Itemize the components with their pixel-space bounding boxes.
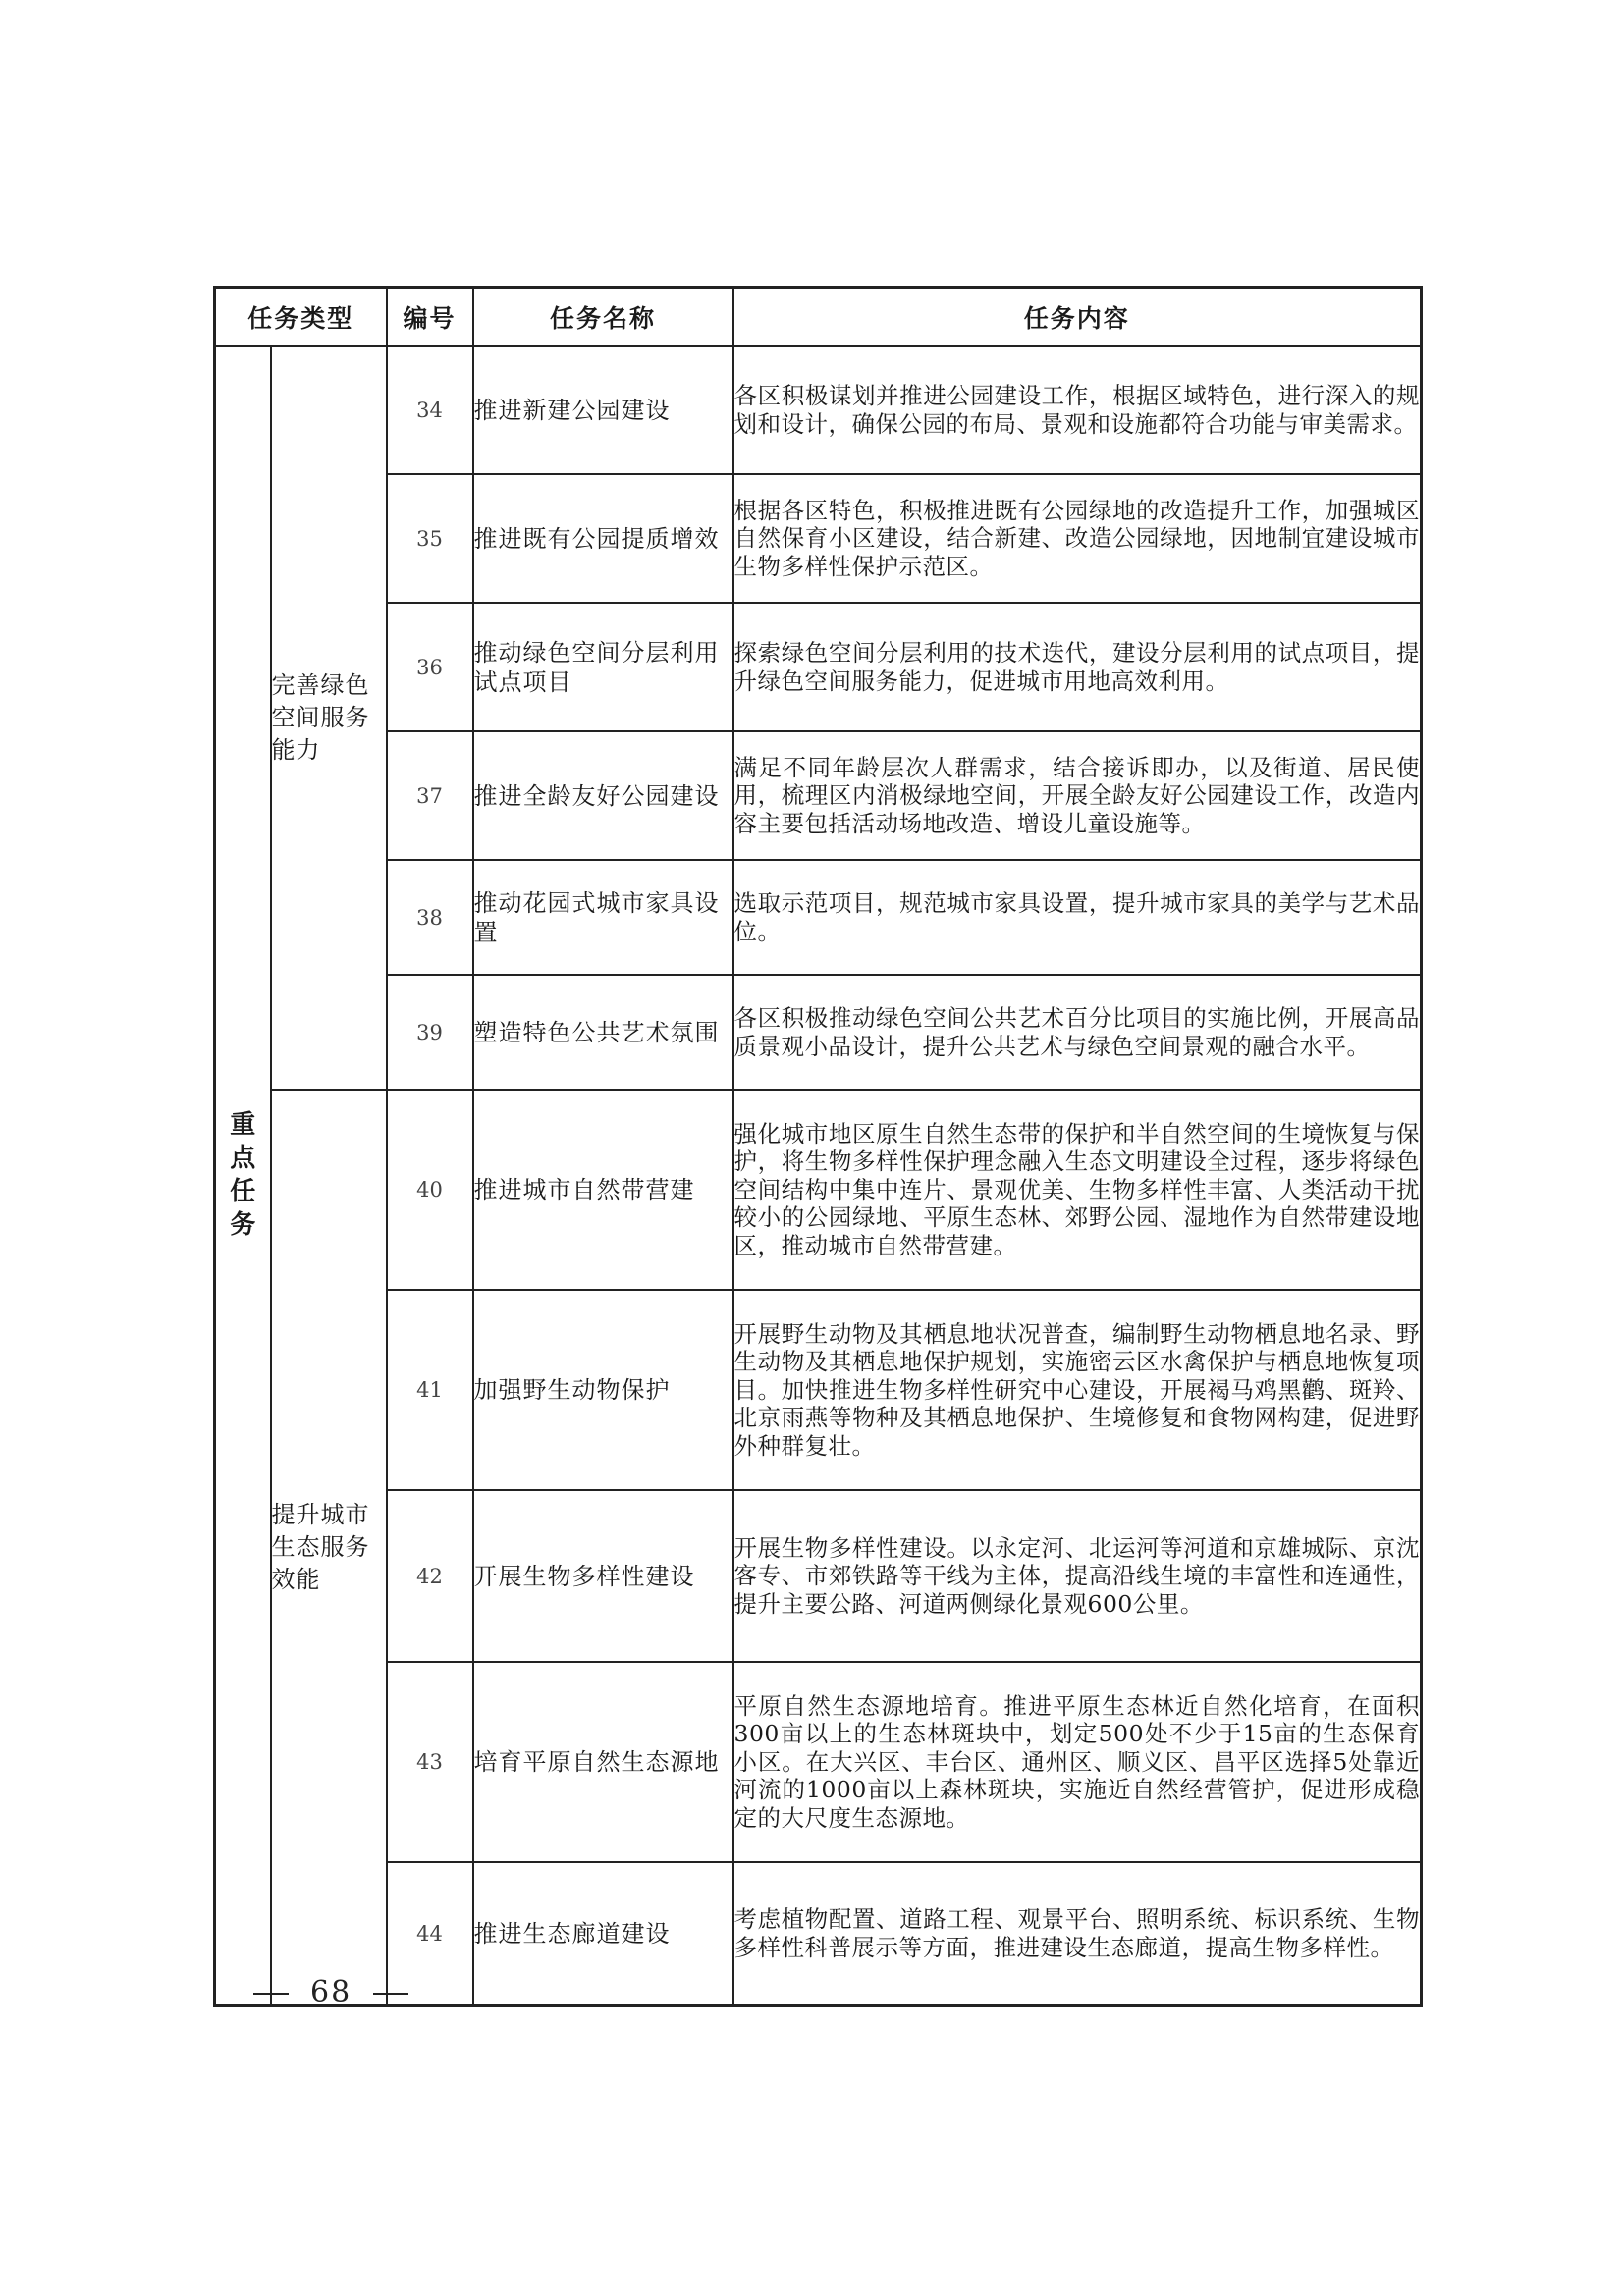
table-row: [215, 975, 1422, 1090]
page-number: [253, 1975, 408, 2009]
row-task-content: 开展生物多样性建设。以永定河、北运河等河道和京雄城际、京沈客专、市郊铁路等干线为主体，提高沿线生境的丰富性和连通性，提升主要公路、河道两侧绿化景观600公里。: [733, 1490, 1422, 1662]
row-task-name: 培育平原自然生态源地: [473, 1662, 733, 1862]
row-number: 42: [387, 1490, 473, 1662]
row-number: 41: [387, 1290, 473, 1490]
header-number: 编号: [387, 288, 473, 347]
header-task-content: 任务内容: [733, 288, 1422, 347]
row-task-name: 推进全龄友好公园建设: [473, 731, 733, 860]
page-number-dash-right: [373, 1993, 408, 1995]
row-task-name: 加强野生动物保护: [473, 1290, 733, 1490]
group-label: 提升城市生态服务效能: [271, 1500, 370, 1593]
table-row: [215, 474, 1422, 603]
row-number: 43: [387, 1662, 473, 1862]
header-task-type: 任务类型: [215, 288, 387, 347]
row-task-content: 选取示范项目，规范城市家具设置，提升城市家具的美学与艺术品位。: [733, 860, 1422, 975]
row-task-content: 根据各区特色，积极推进既有公园绿地的改造提升工作，加强城区自然保育小区建设，结合新建、改造公园绿地，因地制宜建设城市生物多样性保护示范区。: [733, 474, 1422, 603]
row-number: 35: [387, 474, 473, 603]
row-task-content: 各区积极谋划并推进公园建设工作，根据区域特色，进行深入的规划和设计，确保公园的布局、景观和设施都符合功能与审美需求。: [733, 346, 1422, 474]
table-header-row: [215, 288, 1422, 347]
row-task-name: 推动绿色空间分层利用试点项目: [473, 603, 733, 731]
category-cell: [215, 346, 271, 2005]
header-task-name: 任务名称: [473, 288, 733, 347]
table-row: [215, 346, 1422, 474]
row-task-name: 开展生物多样性建设: [473, 1490, 733, 1662]
table-row: [215, 1290, 1422, 1490]
row-task-name: 推进城市自然带营建: [473, 1090, 733, 1290]
table-row: [215, 1490, 1422, 1662]
row-task-name: 塑造特色公共艺术氛围: [473, 975, 733, 1090]
row-number: 37: [387, 731, 473, 860]
row-task-content: 各区积极推动绿色空间公共艺术百分比项目的实施比例，开展高品质景观小品设计，提升公共艺术与绿色空间景观的融合水平。: [733, 975, 1422, 1090]
row-task-name: 推动花园式城市家具设置: [473, 860, 733, 975]
table-row: [215, 860, 1422, 975]
category-label: 重点任务: [230, 1110, 256, 1241]
row-number: 34: [387, 346, 473, 474]
row-task-content: 满足不同年龄层次人群需求，结合接诉即办，以及街道、居民使用，梳理区内消极绿地空间，开展全龄友好公园建设工作，改造内容主要包括活动场地改造、增设儿童设施等。: [733, 731, 1422, 860]
group-cell: [271, 346, 387, 1090]
row-task-content: 开展野生动物及其栖息地状况普查，编制野生动物栖息地名录、野生动物及其栖息地保护规划，实施密云区水禽保护与栖息地恢复项目。加快推进生物多样性研究中心建设，开展褐马鸡黑鹳、斑羚、北京雨燕等物种及其栖息地保护、生境修复和食物网构建，促进野外种群复壮。: [733, 1290, 1422, 1490]
row-number: 38: [387, 860, 473, 975]
row-number: 44: [387, 1862, 473, 2005]
row-task-name: 推进生态廊道建设: [473, 1862, 733, 2005]
group-cell: [271, 1090, 387, 2005]
row-number: 36: [387, 603, 473, 731]
row-number: 40: [387, 1090, 473, 1290]
row-task-content: 平原自然生态源地培育。推进平原生态林近自然化培育，在面积300亩以上的生态林斑块中，划定500处不少于15亩的生态保育小区。在大兴区、丰台区、通州区、顺义区、昌平区选择5处靠近河流的1000亩以上森林斑块，实施近自然经营管护，促进形成稳定的大尺度生态源地。: [733, 1662, 1422, 1862]
page-number-value: 68: [310, 1975, 352, 2009]
group-label: 完善绿色空间服务能力: [271, 670, 370, 764]
table-row: [215, 603, 1422, 731]
table-row: [215, 731, 1422, 860]
table-row: [215, 1090, 1422, 1290]
row-task-content: 强化城市地区原生自然生态带的保护和半自然空间的生境恢复与保护，将生物多样性保护理念融入生态文明建设全过程，逐步将绿色空间结构中集中连片、景观优美、生物多样性丰富、人类活动干扰较小的公园绿地、平原生态林、郊野公园、湿地作为自然带建设地区，推动城市自然带营建。: [733, 1090, 1422, 1290]
page-number-dash-left: [253, 1993, 289, 1995]
row-task-name: 推进既有公园提质增效: [473, 474, 733, 603]
row-number: 39: [387, 975, 473, 1090]
table-row: [215, 1662, 1422, 1862]
row-task-content: 考虑植物配置、道路工程、观景平台、照明系统、标识系统、生物多样性科普展示等方面，推进建设生态廊道，提高生物多样性。: [733, 1862, 1422, 2005]
row-task-content: 探索绿色空间分层利用的技术迭代，建设分层利用的试点项目，提升绿色空间服务能力，促进城市用地高效利用。: [733, 603, 1422, 731]
tasks-table: [213, 286, 1423, 2007]
row-task-name: 推进新建公园建设: [473, 346, 733, 474]
